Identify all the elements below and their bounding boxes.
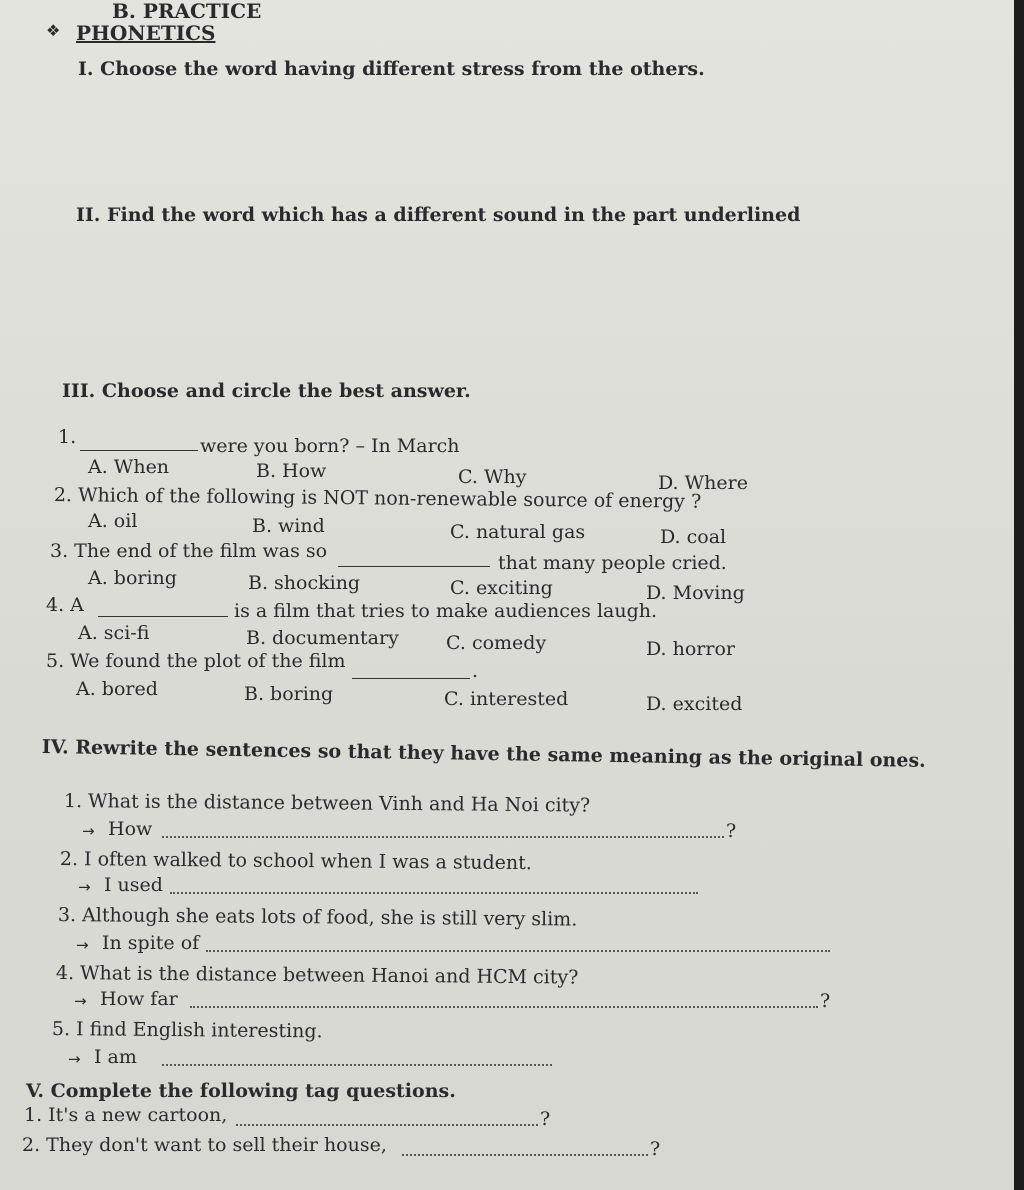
rewrite-question: 1. What is the distance between Vinh and Ha Noi city? — [63, 790, 591, 817]
option[interactable]: D. horror — [646, 638, 735, 660]
question-3-5-text: 5. We found the plot of the film — [46, 650, 346, 672]
tag-question: 1. It's a new cartoon, — [24, 1104, 228, 1126]
section-2-title: II. Find the word which has a different sound in the part underlined — [76, 204, 801, 226]
question-mark: ? — [820, 990, 831, 1012]
rewrite-prompt: In spite of — [102, 932, 200, 954]
section-5-title: V. Complete the following tag questions. — [26, 1080, 456, 1102]
answer-line[interactable] — [190, 1006, 818, 1008]
tag-question: 2. They don't want to sell their house, — [22, 1134, 387, 1156]
section-3-title: III. Choose and circle the best answer. — [62, 380, 471, 402]
option[interactable]: B. documentary — [246, 627, 399, 649]
question-3-3-text-end: that many people cried. — [498, 552, 727, 574]
answer-blank — [352, 662, 470, 679]
option[interactable]: B. shocking — [248, 572, 361, 594]
rewrite-question: 4. What is the distance between Hanoi and HCM city? — [55, 962, 579, 989]
arrow-icon: → — [76, 936, 89, 954]
rewrite-question: 3. Although she eats lots of food, she is still very slim. — [57, 904, 578, 931]
answer-line[interactable] — [206, 950, 830, 952]
question-3-5-text-end: . — [472, 660, 479, 682]
option[interactable]: C. exciting — [450, 577, 553, 599]
option[interactable]: A. boring — [88, 567, 177, 589]
rewrite-question: 5. I find English interesting. — [51, 1018, 323, 1043]
arrow-icon: → — [68, 1050, 81, 1068]
arrow-icon: → — [74, 992, 87, 1010]
arrow-icon: → — [78, 878, 91, 896]
option[interactable]: C. interested — [444, 688, 569, 710]
practice-heading: B. PRACTICE — [112, 0, 262, 23]
option[interactable]: B. wind — [252, 515, 325, 537]
option[interactable]: B. boring — [244, 683, 334, 705]
photo-edge — [1014, 0, 1024, 1190]
option[interactable]: D. coal — [660, 526, 727, 548]
option[interactable]: C. comedy — [446, 632, 547, 654]
rewrite-prompt: How — [108, 818, 153, 840]
answer-blank — [98, 600, 228, 617]
option[interactable]: A. When — [88, 456, 170, 478]
rewrite-prompt: I am — [94, 1046, 137, 1068]
section-1-title: I. Choose the word having different stress from the others. — [78, 58, 705, 80]
option[interactable]: D. Moving — [646, 582, 745, 604]
answer-line[interactable] — [236, 1124, 538, 1126]
section-4-title: IV. Rewrite the sentences so that they have the same meaning as the original ones. — [41, 736, 926, 772]
question-3-2-text: 2. Which of the following is NOT non-renewable source of energy ? — [53, 484, 702, 513]
question-3-3-text: 3. The end of the film was so — [50, 540, 328, 562]
answer-line[interactable] — [170, 892, 698, 894]
option[interactable]: D. excited — [646, 693, 743, 715]
arrow-icon: → — [82, 822, 95, 840]
question-3-1-number: 1. — [58, 426, 77, 448]
phonetics-heading: PHONETICS — [76, 21, 216, 45]
rewrite-question: 2. I often walked to school when I was a student. — [59, 848, 532, 875]
question-mark: ? — [540, 1108, 551, 1130]
question-3-4-text: 4. A — [46, 594, 84, 616]
option[interactable]: C. Why — [458, 466, 527, 488]
option[interactable]: A. sci-fi — [78, 622, 150, 644]
answer-line[interactable] — [162, 1064, 552, 1066]
option[interactable]: A. oil — [88, 510, 138, 532]
rewrite-prompt: How far — [100, 988, 178, 1010]
answer-line[interactable] — [402, 1154, 648, 1156]
answer-line[interactable] — [162, 836, 724, 838]
question-3-1-text: were you born? – In March — [200, 435, 460, 457]
option[interactable]: B. How — [256, 460, 327, 482]
question-3-4-text-end: is a film that tries to make audiences laugh. — [234, 600, 658, 622]
question-mark: ? — [726, 820, 737, 842]
question-mark: ? — [650, 1138, 661, 1160]
option[interactable]: C. natural gas — [450, 521, 586, 543]
answer-blank — [80, 434, 198, 451]
bullet-icon: ❖ — [46, 21, 61, 40]
answer-blank — [338, 550, 490, 567]
option[interactable]: A. bored — [76, 678, 158, 700]
option[interactable]: D. Where — [658, 472, 748, 494]
rewrite-prompt: I used — [104, 874, 163, 896]
